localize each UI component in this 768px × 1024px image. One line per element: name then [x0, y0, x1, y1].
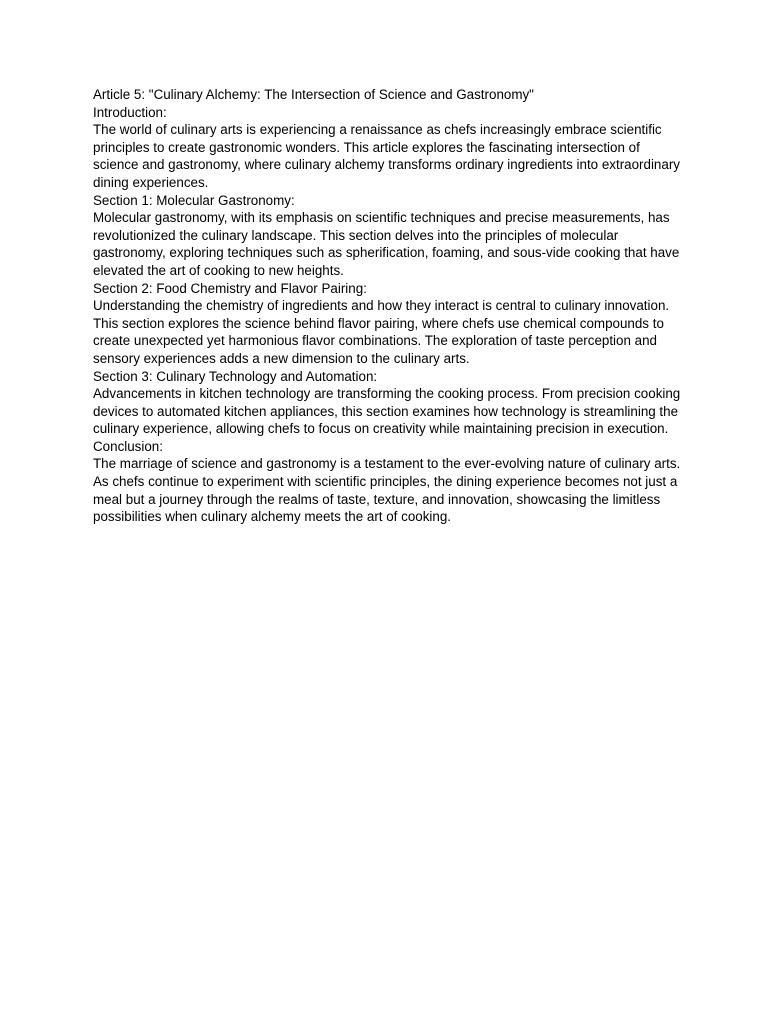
section-1-paragraph: Molecular gastronomy, with its emphasis on scientific techniques and precise measurements, has revolutionized the culinary landscape. This section delves into the principles of molecular gastronomy, exploring techniques such as spherification, foaming, and sous-vide cooking that have elevated the art of cooking to new heights. [93, 210, 680, 278]
conclusion-paragraph: The marriage of science and gastronomy is a testament to the ever-evolving nature of culinary arts. As chefs continue to experiment with scientific principles, the dining experience becomes not just a meal but a journey through the realms of taste, texture, and innovation, showcasing the limitless possibilities when culinary alchemy meets the art of cooking. [93, 456, 681, 525]
article-title: Article 5: "Culinary Alchemy: The Intersection of Science and Gastronomy" [93, 87, 534, 102]
conclusion-heading: Conclusion: [93, 438, 163, 454]
document-page [93, 86, 683, 526]
introduction-paragraph: The world of culinary arts is experiencing a renaissance as chefs increasingly embrace scientific principles to create gastronomic wonders. This article explores the fascinating intersection of science and gastronomy, where culinary alchemy transforms ordinary ingredients into extraordinary dining experiences. [93, 122, 680, 190]
section-2-paragraph: Understanding the chemistry of ingredients and how they interact is central to culinary innovation. This section explores the science behind flavor pairing, where chefs use chemical compounds to create unexpected yet harmonious flavor combinations. The exploration of taste perception and sensory experiences adds a new dimension to the culinary arts. [93, 298, 670, 366]
section-3-paragraph: Advancements in kitchen technology are transforming the cooking process. From precision cooking devices to automated kitchen appliances, this section examines how technology is streamlining the culinary experience, allowing chefs to focus on creativity while maintaining precision in execution. [93, 386, 681, 437]
section-3-heading: Section 3: Culinary Technology and Automation: [93, 368, 378, 384]
section-1-heading: Section 1: Molecular Gastronomy: [93, 192, 295, 208]
section-2-heading: Section 2: Food Chemistry and Flavor Pairing: [93, 280, 367, 296]
introduction-heading: Introduction: [93, 104, 167, 120]
